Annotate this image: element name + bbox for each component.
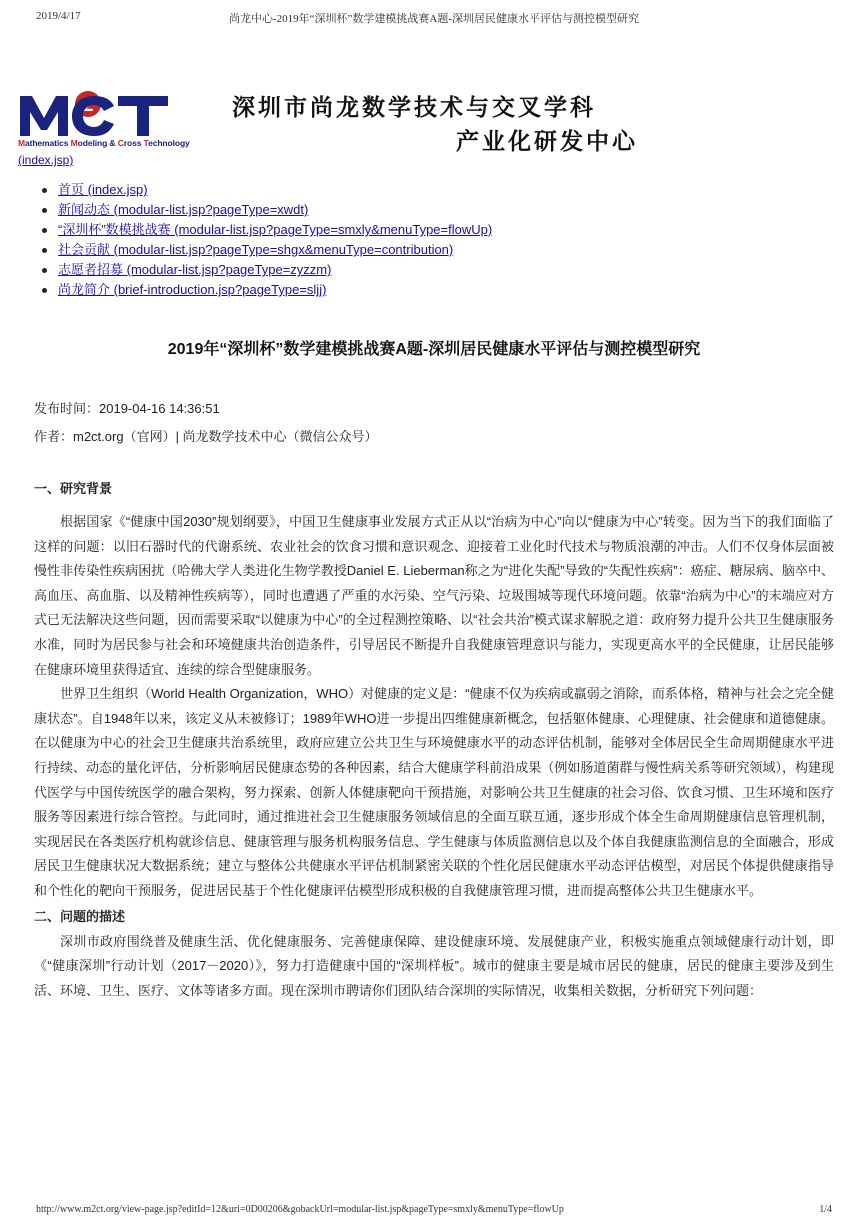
print-header	[36, 10, 832, 24]
section-heading-background: 一、研究背景	[34, 481, 113, 496]
nav-item-about	[40, 280, 492, 300]
nav-link-home[interactable]: 首页 (index.jsp)	[58, 182, 148, 197]
organization-title	[232, 90, 642, 158]
paragraph-background-2: 世界卫生组织（World Health Organization，WHO）对健康的定义是：“健康不仅为疾病或羸弱之消除，而系体格，精神与社会之完全健康状态”。自1948年以来，该定义从未被修订；1989年WHO进一步提出四维健康新概念，包括躯体健康、心理健康、社会健康和道德健康。在以健康为中心的社会卫生健康共治系统里，政府应建立公共卫生与环境健康水平的动态评估机制，能够对全体居民全生命周期健康水平进行持续、动态的量化评估，分析影响居民健康态势的各种因素，结合大健康学科前沿成果（例如肠道菌群与慢性病关系等研究领域），构建现代医学与中国传统医学的融合架构，努力探索、创新人体健康靶向干预措施，对影响公共卫生健康的社会习俗、饮食习惯、卫生环境和医疗服务等因素进行综合管控。与此同时，通过推进社会卫生健康服务领域信息的全面互联互通，逐步形成个体全生命周期健康信息管理机制，实现居民在各类医疗机构就诊信息、健康管理与服务机构服务信息、学生健康与体质监测信息以及个体自我健康监测信息的全面融合，形成居民卫生健康状况大数据系统；建立与整体公共健康水平评估机制紧密关联的个性化居民健康水平动态评估模型，对居民个体提供健康指导和个性化的靶向干预服务，促进居民基于个性化健康评估模型形成积极的自我健康管理习惯，进而提高整体公共卫生健康水平。	[34, 686, 834, 898]
nav-item-volunteer	[40, 260, 492, 280]
paragraph-background-1: 根据国家《“健康中国2030”规划纲要》，中国卫生健康事业发展方式正从以“治病为中心”向以“健康为中心”转变。因为当下的我们面临了这样的问题：以旧石器时代的代谢系统、农业社会的饮食习惯和意识观念、迎接着工业化时代技术与物质浪潮的冲击。人们不仅身体层面被慢性非传染性疾病困扰（哈佛大学人类进化生物学教授Daniel E. Lieberman称之为“进化失配”导致的“失配性疾病”：癌症、糖尿病、脑卒中、高血压、高血脂、以及精神性疾病等），同时也遭遇了严重的水污染、空气污染、垃圾围城等现代环境问题。依靠“治病为中心”的末端应对方式已无法解决这些问题，因而需要采取“以健康为中心”的全过程测控策略、以“社会共治”模式谋求解脱之道：政府努力提升公共卫生健康服务水准，同时为居民参与社会和环境健康共治创造条件，引导居民不断提升自我健康管理意识与能力，实现更高水平的全民健康，让居民能够在健康环境里获得适宜、连续的综合型健康服务。	[34, 514, 834, 677]
main-navigation	[40, 180, 492, 300]
print-page-title: 尚龙中心-2019年“深圳杯”数学建模挑战赛A题-深圳居民健康水平评估与测控模型研究	[228, 13, 640, 25]
nav-item-contribution	[40, 240, 492, 260]
article-author: 作者：m2ct.org（官网）| 尚龙数学技术中心（微信公众号）	[34, 429, 378, 444]
logo-home-link[interactable]: (index.jsp)	[18, 153, 74, 167]
article-body	[34, 476, 834, 1003]
nav-link-about[interactable]: 尚龙简介 (brief-introduction.jsp?pageType=sljj)	[58, 282, 327, 297]
nav-link-contribution[interactable]: 社会贡献 (modular-list.jsp?pageType=shgx&menuType=contribution)	[58, 242, 454, 257]
nav-item-home	[40, 180, 492, 200]
organization-title-line2: 产业化研发中心	[456, 128, 638, 154]
print-footer	[36, 1204, 832, 1218]
section-heading-problem: 二、问题的描述	[34, 908, 126, 924]
nav-item-contest	[40, 220, 492, 240]
nav-link-contest[interactable]: “深圳杯”数模挑战赛 (modular-list.jsp?pageType=smxly&menuType=flowUp)	[58, 222, 493, 237]
organization-title-line1: 深圳市尚龙数学技术与交叉学科	[232, 94, 596, 120]
logo-tagline: Mathematics Modeling & Cross Technology	[18, 138, 190, 148]
article-title: 2019年“深圳杯”数学建模挑战赛A题-深圳居民健康水平评估与测控模型研究	[167, 341, 701, 358]
publish-time: 发布时间：2019-04-16 14:36:51	[34, 401, 220, 416]
m2ct-logo-icon	[18, 90, 204, 138]
nav-link-volunteer[interactable]: 志愿者招募 (modular-list.jsp?pageType=zyzzm)	[58, 262, 332, 277]
print-url: http://www.m2ct.org/view-page.jsp?editId=12&uri=0D00206&gobackUrl=modular-list.jsp&pageType=smxly&menuType=flowUp	[36, 1204, 564, 1215]
paragraph-problem-1: 深圳市政府围绕普及健康生活、优化健康服务、完善健康保障、建设健康环境、发展健康产业，积极实施重点领域健康行动计划，即《“健康深圳”行动计划（2017－2020）》，努力打造健康中国的“深圳样板”。城市的健康主要是城市居民的健康，居民的健康主要涉及到生活、环境、卫生、医疗、文体等诸多方面。现在深圳市聘请你们团队结合深圳的实际情况，收集相关数据，分析研究下列问题：	[34, 933, 834, 998]
page-number: 1/4	[819, 1204, 832, 1215]
print-date: 2019/4/17	[36, 10, 81, 22]
site-logo[interactable]	[18, 90, 208, 170]
nav-item-news	[40, 200, 492, 220]
nav-link-news[interactable]: 新闻动态 (modular-list.jsp?pageType=xwdt)	[58, 202, 309, 217]
